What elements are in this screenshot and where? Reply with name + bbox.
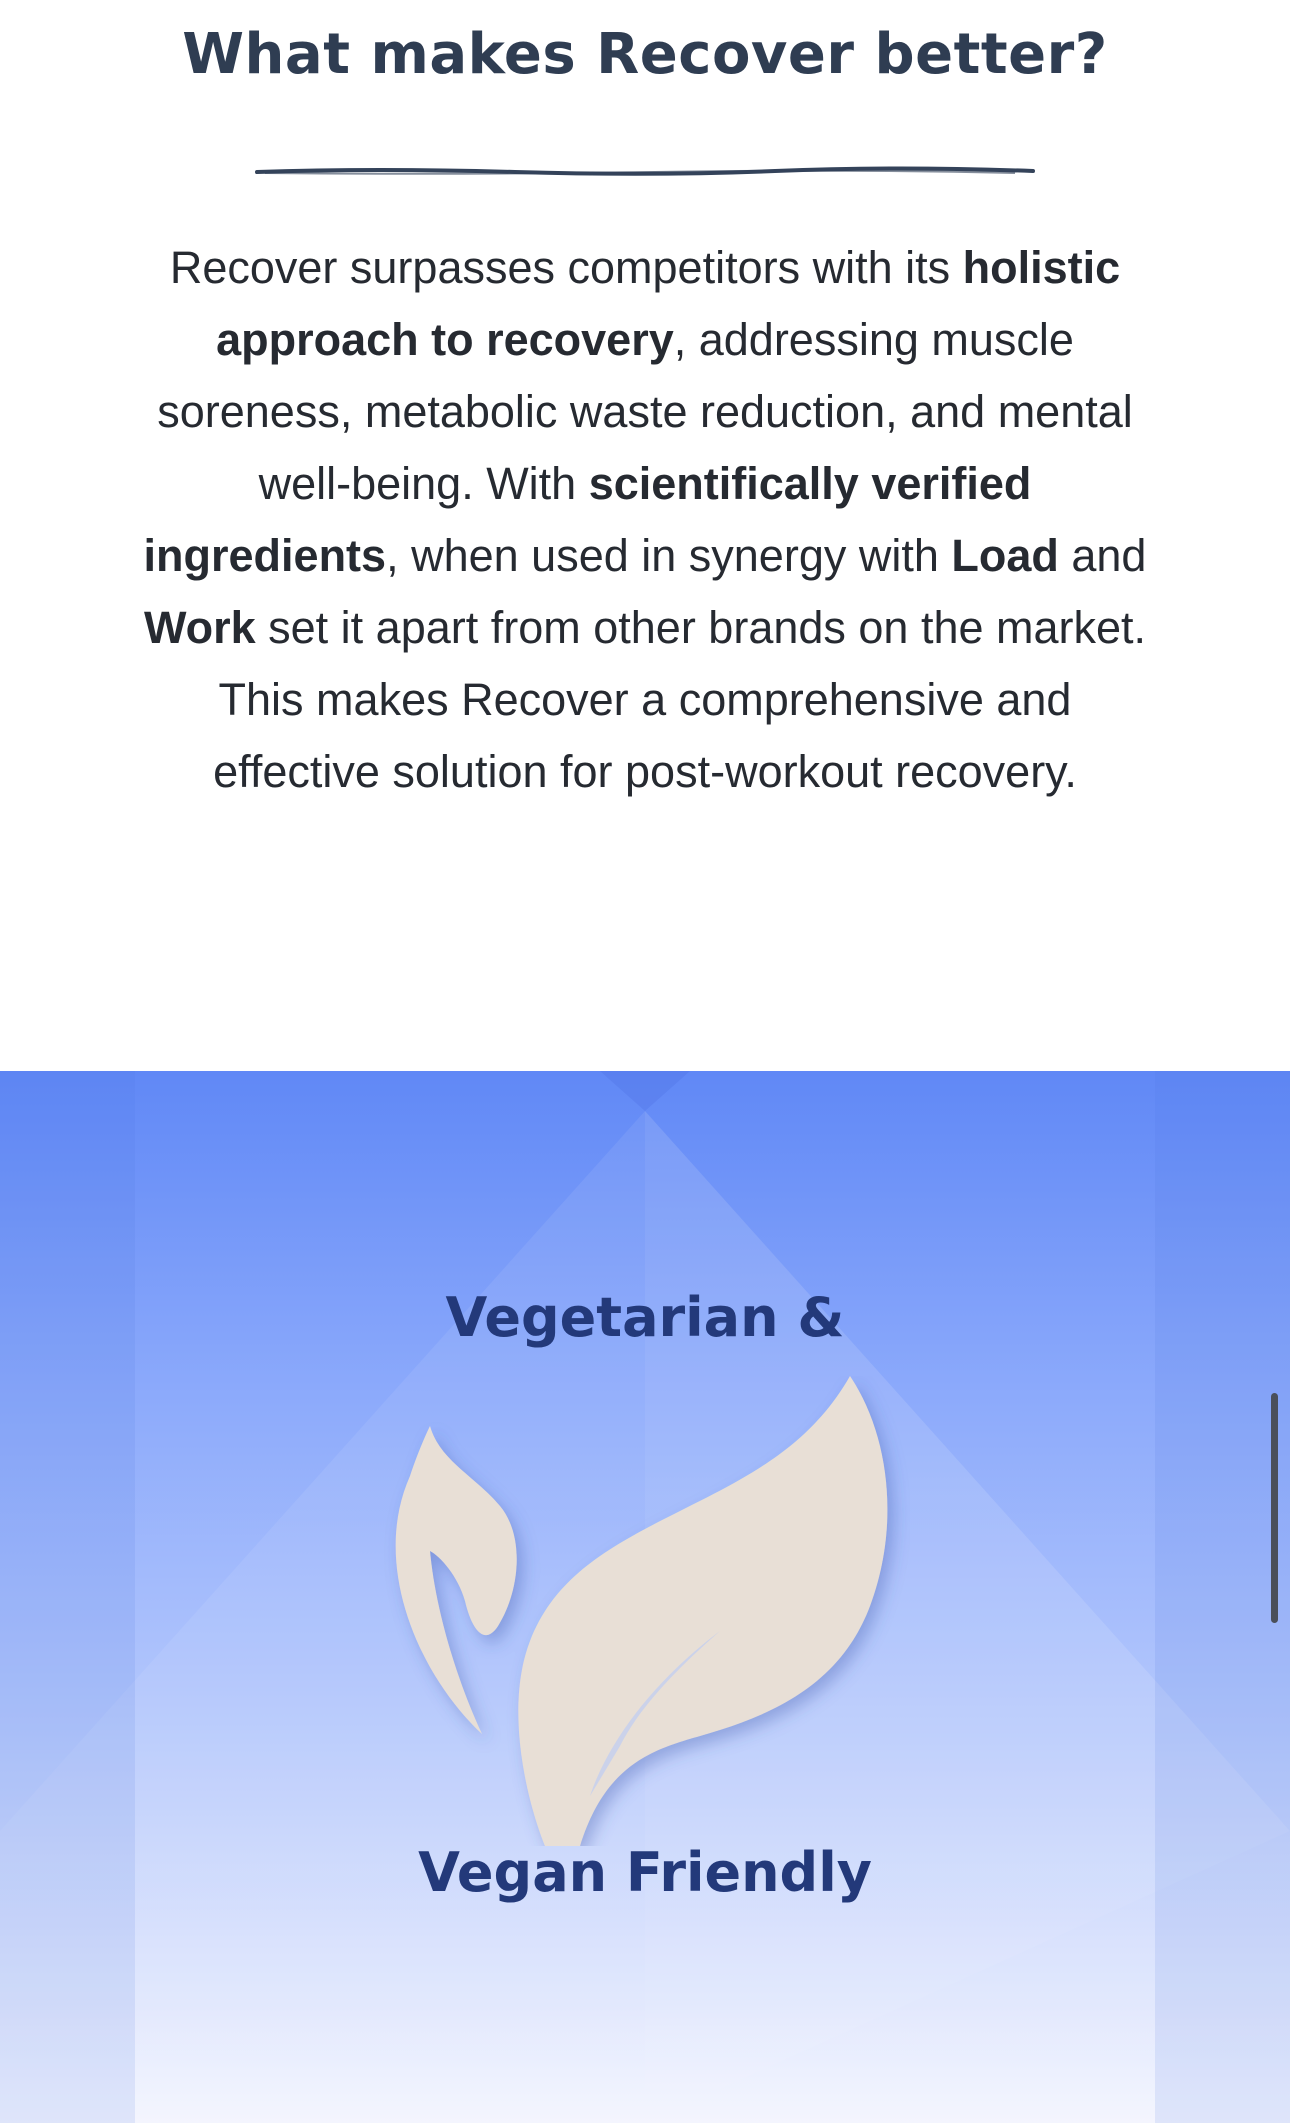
description-text: and	[1058, 530, 1147, 581]
highlight-ingredients: scientifically verified ingredients	[143, 458, 1032, 581]
feature-title-line1: Vegetarian &	[445, 1286, 845, 1349]
highlight-holistic: holistic approach to recovery	[216, 242, 1121, 365]
description-text: , when used in synergy with	[386, 530, 952, 581]
description-text: set it apart from other brands on the market. This makes Recover a comprehensive and effective solution for post-workout recovery.	[213, 602, 1147, 797]
feature-banner	[0, 1071, 1290, 2123]
leaf-sprout-icon	[380, 1376, 910, 1846]
description-text: Recover surpasses competitors with its	[169, 242, 963, 293]
section-heading: What makes Recover better?	[182, 22, 1108, 87]
highlight-load: Load	[951, 530, 1059, 581]
scrollbar-thumb[interactable]	[1271, 1393, 1278, 1623]
highlight-work: Work	[143, 602, 256, 653]
brush-divider	[255, 165, 1035, 179]
description-text: , addressing muscle soreness, metabolic waste reduction, and mental well-being. With	[157, 314, 1133, 509]
description-paragraph	[130, 232, 1160, 808]
feature-title-line2: Vegan Friendly	[418, 1841, 872, 1904]
